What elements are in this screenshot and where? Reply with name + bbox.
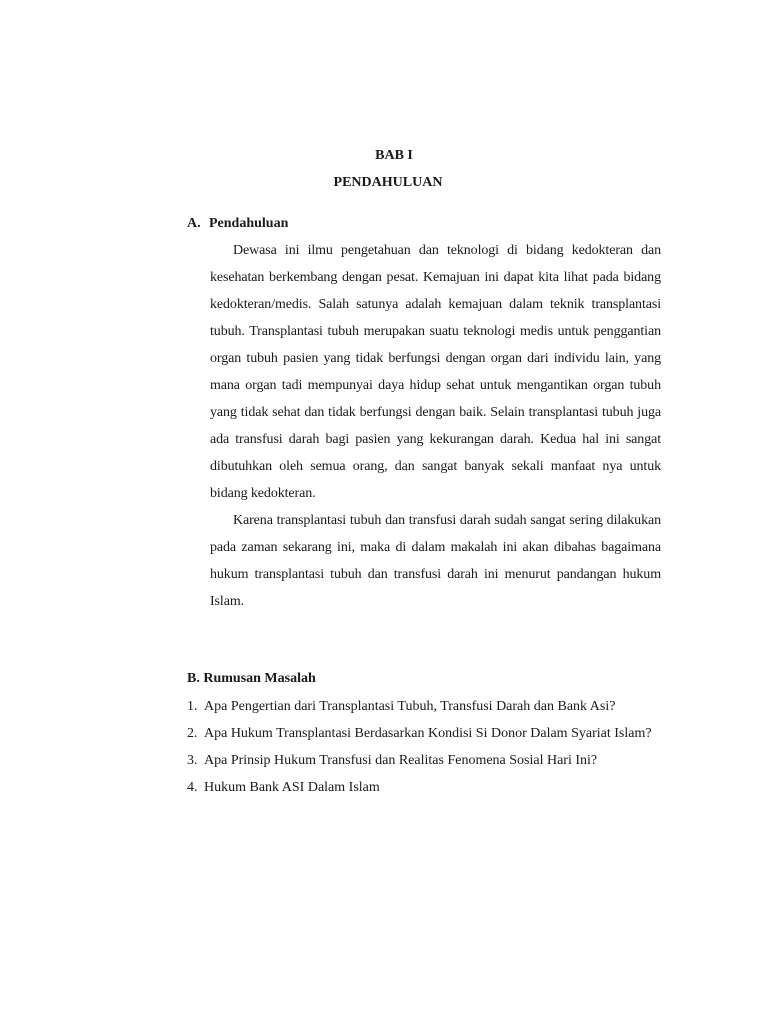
chapter-title: PENDAHULUAN (333, 175, 443, 190)
list-item-number: 1. (187, 699, 198, 714)
paragraph: Dewasa ini ilmu pengetahuan dan teknologi di bidang kedokteran dan kesehatan berkembang dengan pesat. Kemajuan ini dapat kita lihat pada bidang kedokteran/medis. Salah satunya adalah kemajuan dalam teknik transplantasi tubuh. Transplantasi tubuh merupakan suatu teknologi medis untuk penggantian organ tubuh pasien yang tidak berfungsi dengan organ dari individu lain, yang mana organ tadi mempunyai daya hidup sehat untuk mengantikan organ tubuh yang tidak sehat dan tidak berfungsi dengan baik. Selain transplantasi tubuh juga ada transfusi darah bagi pasien yang kekurangan darah. Kedua hal ini sangat dibutuhkan oleh semua orang, dan sangat banyak sekali manfaat nya untuk bidang kedokteran. (210, 243, 661, 501)
list-item-text: Apa Hukum Transplantasi Berdasarkan Kondisi Si Donor Dalam Syariat Islam? (204, 726, 652, 741)
section-b-marker: B. (187, 671, 200, 686)
problem-list (187, 693, 667, 801)
section-b-heading (187, 671, 316, 687)
list-item-number: 2. (187, 726, 198, 741)
list-item (187, 747, 667, 774)
section-a-title: Pendahuluan (209, 216, 289, 231)
paragraph: Karena transplantasi tubuh dan transfusi darah sudah sangat sering dilakukan pada zaman sekarang ini, maka di dalam makalah ini akan dibahas bagaimana hukum transplantasi tubuh dan transfusi darah ini menurut pandangan hukum Islam. (210, 513, 661, 609)
section-b-title: Rumusan Masalah (203, 671, 316, 686)
chapter-number: BAB I (375, 148, 413, 163)
list-item-number: 3. (187, 753, 198, 768)
list-item (187, 720, 667, 747)
list-item-text: Apa Pengertian dari Transplantasi Tubuh, Transfusi Darah dan Bank Asi? (204, 699, 616, 714)
list-item-text: Apa Prinsip Hukum Transfusi dan Realitas Fenomena Sosial Hari Ini? (204, 753, 598, 768)
list-item-number: 4. (187, 780, 198, 795)
list-item (187, 693, 667, 720)
section-a-heading (187, 216, 288, 232)
section-a-marker: A. (187, 216, 201, 231)
list-item-text: Hukum Bank ASI Dalam Islam (204, 780, 380, 795)
list-item (187, 774, 667, 801)
section-a-body (210, 237, 661, 615)
